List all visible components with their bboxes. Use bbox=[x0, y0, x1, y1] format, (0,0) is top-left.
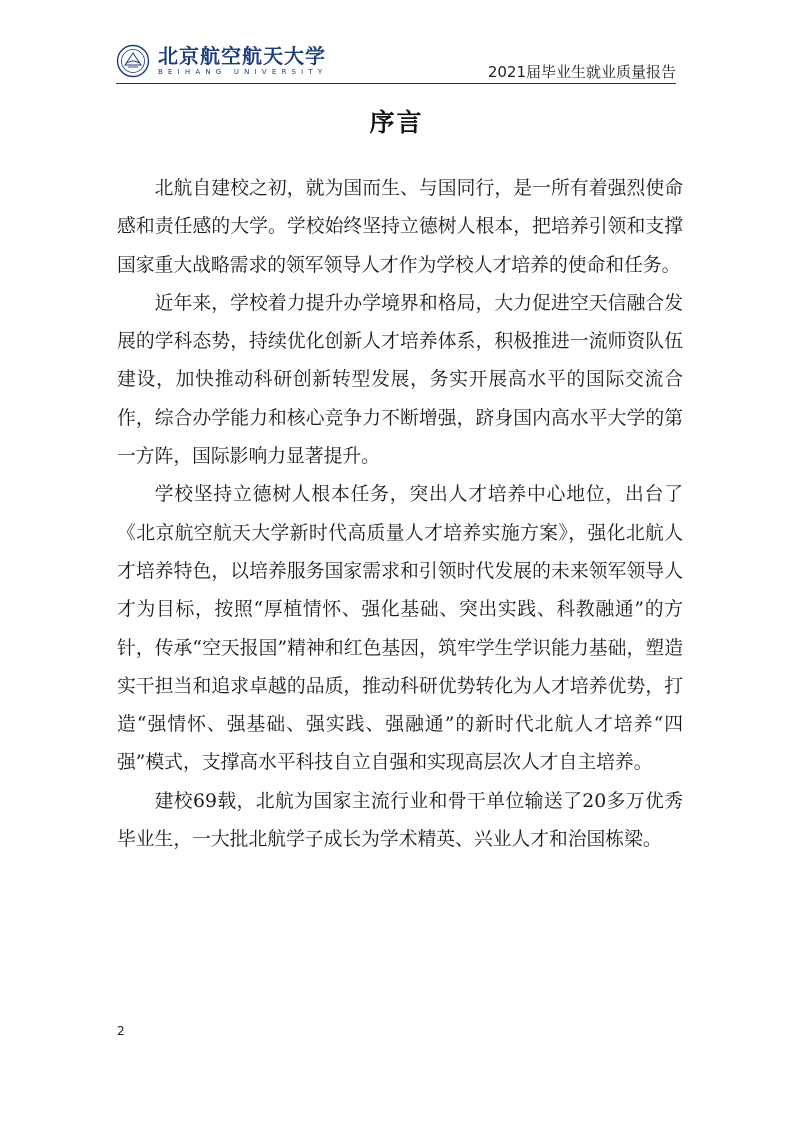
header-divider bbox=[116, 83, 676, 84]
university-seal-icon bbox=[116, 44, 150, 78]
paragraph-4: 建校69载，北航为国家主流行业和骨干单位输送了20多万优秀毕业生，一大批北航学子成长为学术精英、兴业人才和治国栋梁。 bbox=[117, 790, 683, 851]
paragraph-1: 北航自建校之初，就为国而生、与国同行，是一所有着强烈使命感和责任感的大学。学校始终坚持立德树人根本，把培养引领和支撑国家重大战略需求的领军领导人才作为学校人才培养的使命和任务。 bbox=[117, 178, 683, 276]
report-title: 2021届毕业生就业质量报告 bbox=[487, 63, 676, 81]
page-title: 序言 bbox=[369, 108, 424, 137]
preface-body bbox=[117, 170, 683, 859]
page-number: 2 bbox=[117, 1024, 125, 1038]
logo-english-name: BEIHANG UNIVERSITY bbox=[158, 68, 328, 76]
page-header bbox=[116, 40, 676, 84]
university-logo bbox=[116, 44, 327, 78]
logo-text bbox=[158, 45, 327, 77]
paragraph-2: 近年来，学校着力提升办学境界和格局，大力促进空天信融合发展的学科态势，持续优化创新人才培养体系，积极推进一流师资队伍建设，加快推动科研创新转型发展，务实开展高水平的国际交流合作，综合办学能力和核心竞争力不断增强，跻身国内高水平大学的第一方阵，国际影响力显著提升。 bbox=[117, 292, 683, 468]
logo-chinese-name: 北京航空航天大学 bbox=[158, 44, 326, 68]
paragraph-3: 学校坚持立德树人根本任务，突出人才培养中心地位，出台了《北京航空航天大学新时代高质量人才培养实施方案》，强化北航人才培养特色，以培养服务国家需求和引领时代发展的未来领军领导人才为目标，按照“厚植情怀、强化基础、突出实践、科教融通”的方针，传承“空天报国”精神和红色基因，筑牢学生学识能力基础，塑造实干担当和追求卓越的品质，推动科研优势转化为人才培养优势，打造“强情怀、强基础、强实践、强融通”的新时代北航人才培养“四强”模式，支撑高水平科技自立自强和实现高层次人才自主培养。 bbox=[117, 484, 683, 774]
